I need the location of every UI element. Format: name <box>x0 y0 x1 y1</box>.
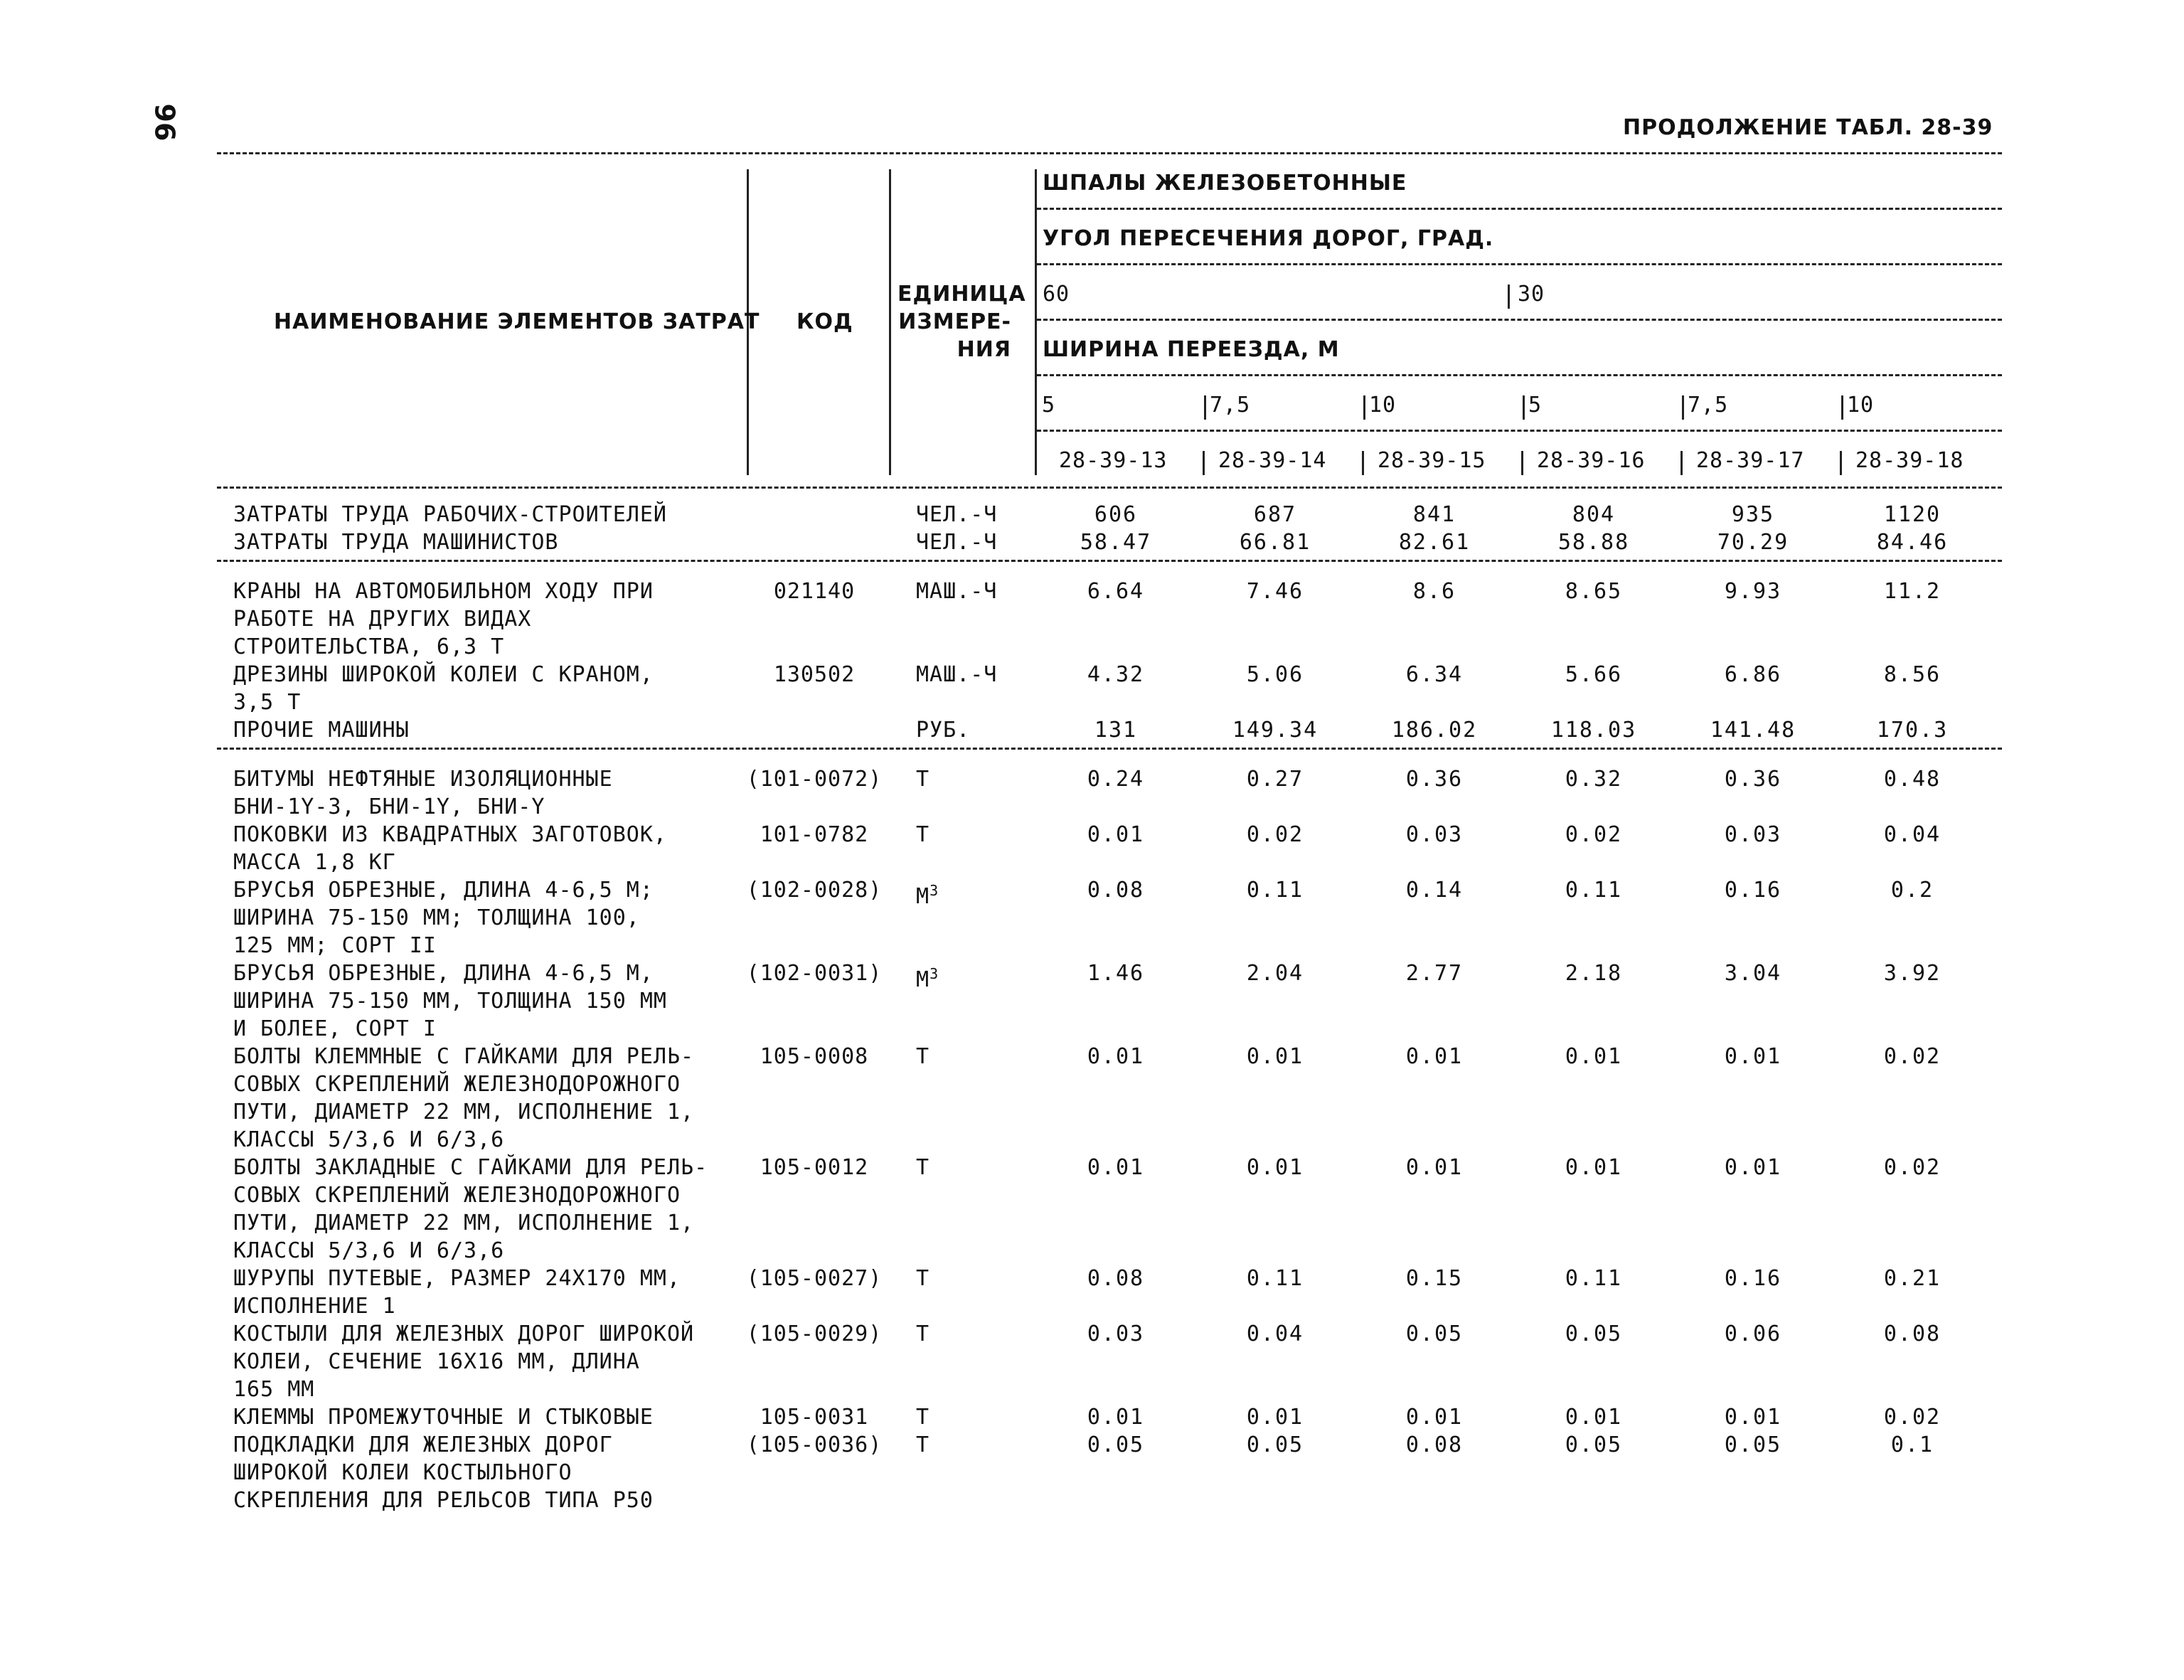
row-value: 1.46 <box>1087 961 1145 986</box>
row-value: 58.47 <box>1080 530 1152 555</box>
row-value: 84.46 <box>1876 530 1949 555</box>
row-name: ШИРОКОЙ КОЛЕИ КОСТЫЛЬНОГО <box>233 1460 572 1485</box>
row-name: БНИ-1Y-3, БНИ-1Y, БНИ-Y <box>233 794 545 819</box>
row-value: 0.48 <box>1883 767 1941 792</box>
row-name: МАССА 1,8 КГ <box>233 850 396 875</box>
header-unit-column: ИЗМЕРЕ- <box>898 309 1011 334</box>
header-norm-code: 28-39-14 <box>1218 448 1327 473</box>
header-width-value: 5 <box>1528 393 1543 418</box>
row-name: СОВЫХ СКРЕПЛЕНИЙ ЖЕЛЕЗНОДОРОЖНОГО <box>233 1183 681 1208</box>
row-value: 70.29 <box>1717 530 1789 555</box>
header-angle-60: 60 <box>1043 282 1070 307</box>
row-code: (105-0029) <box>746 1322 883 1346</box>
row-value: 58.88 <box>1557 530 1630 555</box>
row-value: 0.01 <box>1087 1155 1145 1180</box>
header-sub-rule <box>1037 430 2002 432</box>
row-unit: МАШ.-Ч <box>916 662 998 687</box>
row-value: 0.11 <box>1565 878 1623 903</box>
row-value: 8.6 <box>1412 579 1456 604</box>
row-value: 0.04 <box>1246 1322 1304 1346</box>
row-value: 5.06 <box>1246 662 1304 687</box>
row-value: 0.36 <box>1724 767 1782 792</box>
section-rule <box>217 560 2002 562</box>
row-value: 0.02 <box>1883 1405 1941 1430</box>
header-vertical-rule <box>889 169 891 475</box>
row-code: (102-0031) <box>746 961 883 986</box>
row-code: 105-0008 <box>760 1044 869 1069</box>
row-name: ЗАТРАТЫ ТРУДА РАБОЧИХ-СТРОИТЕЛЕЙ <box>233 502 667 527</box>
row-name: ШИРИНА 75-150 ММ, ТОЛЩИНА 150 ММ <box>233 989 667 1014</box>
header-width-value: 5 <box>1042 393 1056 418</box>
row-value: 0.02 <box>1565 822 1623 847</box>
row-name: И БОЛЕЕ, СОРТ I <box>233 1016 437 1041</box>
row-value: 0.05 <box>1087 1432 1145 1457</box>
row-value: 8.65 <box>1565 579 1623 604</box>
row-unit: Т <box>916 767 930 792</box>
row-value: 0.01 <box>1724 1044 1782 1069</box>
header-width-value: 7,5 <box>1688 393 1729 418</box>
row-name: СТРОИТЕЛЬСТВА, 6,3 Т <box>233 634 505 659</box>
row-value: 2.04 <box>1246 961 1304 986</box>
code-divider <box>1362 451 1364 475</box>
row-value: 7.46 <box>1246 579 1304 604</box>
row-name: 165 ММ <box>233 1377 315 1402</box>
row-unit: МАШ.-Ч <box>916 579 998 604</box>
header-sub-rule <box>1037 263 2002 265</box>
row-name: СОВЫХ СКРЕПЛЕНИЙ ЖЕЛЕЗНОДОРОЖНОГО <box>233 1072 681 1097</box>
row-value: 0.06 <box>1724 1322 1782 1346</box>
header-norm-code: 28-39-15 <box>1378 448 1486 473</box>
header-angle-label: УГОЛ ПЕРЕСЕЧЕНИЯ ДОРОГ, ГРАД. <box>1043 226 1494 251</box>
row-name: КОЛЕИ, СЕЧЕНИЕ 16Х16 ММ, ДЛИНА <box>233 1349 640 1374</box>
header-sub-rule <box>1037 319 2002 321</box>
row-value: 0.08 <box>1883 1322 1941 1346</box>
row-name: БИТУМЫ НЕФТЯНЫЕ ИЗОЛЯЦИОННЫЕ <box>233 767 613 792</box>
row-name: ШИРИНА 75-150 ММ; ТОЛЩИНА 100, <box>233 905 640 930</box>
row-value: 0.1 <box>1890 1432 1934 1457</box>
row-value: 0.2 <box>1890 878 1934 903</box>
row-code: (105-0036) <box>746 1432 883 1457</box>
header-sub-rule <box>1037 374 2002 376</box>
page-number: 96 <box>149 103 181 142</box>
width-divider <box>1204 395 1206 420</box>
row-value: 0.24 <box>1087 767 1145 792</box>
row-name: 125 ММ; СОРТ II <box>233 933 437 958</box>
row-value: 82.61 <box>1398 530 1471 555</box>
row-value: 8.56 <box>1883 662 1941 687</box>
header-norm-code: 28-39-13 <box>1059 448 1168 473</box>
header-code-column: КОД <box>797 309 853 334</box>
row-unit: РУБ. <box>916 718 971 743</box>
row-unit: Т <box>916 822 930 847</box>
header-top-rule <box>217 152 2002 154</box>
row-unit: $М^3$ <box>916 882 939 909</box>
row-value: 6.34 <box>1405 662 1464 687</box>
row-value: 0.32 <box>1565 767 1623 792</box>
header-group: ШПАЛЫ ЖЕЛЕЗОБЕТОННЫЕ <box>1043 171 1407 196</box>
unit-superscript: 3 <box>929 965 939 982</box>
row-value: 606 <box>1094 502 1138 527</box>
row-value: 0.08 <box>1087 878 1145 903</box>
row-name: КЛАССЫ 5/3,6 И 6/3,6 <box>233 1238 505 1263</box>
row-unit: ЧЕЛ.-Ч <box>916 530 998 555</box>
row-value: 141.48 <box>1710 718 1796 743</box>
row-value: 0.02 <box>1883 1155 1941 1180</box>
code-divider <box>1840 451 1842 475</box>
row-value: 0.04 <box>1883 822 1941 847</box>
row-value: 5.66 <box>1565 662 1623 687</box>
row-value: 0.15 <box>1405 1266 1464 1291</box>
row-value: 0.11 <box>1246 878 1304 903</box>
row-value: 131 <box>1094 718 1138 743</box>
row-value: 0.01 <box>1724 1155 1782 1180</box>
row-name: ИСПОЛНЕНИЕ 1 <box>233 1294 396 1319</box>
header-name-column: НАИМЕНОВАНИЕ ЭЛЕМЕНТОВ ЗАТРАТ <box>274 309 760 334</box>
row-value: 0.02 <box>1246 822 1304 847</box>
row-value: 0.01 <box>1565 1044 1623 1069</box>
row-value: 0.03 <box>1405 822 1464 847</box>
code-divider <box>1680 451 1683 475</box>
width-divider <box>1841 395 1843 420</box>
row-unit: Т <box>916 1405 930 1430</box>
row-name: БОЛТЫ КЛЕММНЫЕ С ГАЙКАМИ ДЛЯ РЕЛЬ- <box>233 1044 695 1069</box>
row-value: 9.93 <box>1724 579 1782 604</box>
row-value: 170.3 <box>1876 718 1949 743</box>
header-width-label: ШИРИНА ПЕРЕЕЗДА, М <box>1043 337 1340 362</box>
row-code: 021140 <box>773 579 856 604</box>
row-value: 149.34 <box>1232 718 1319 743</box>
row-value: 2.77 <box>1405 961 1464 986</box>
row-name: ЗАТРАТЫ ТРУДА МАШИНИСТОВ <box>233 530 559 555</box>
row-value: 0.01 <box>1087 1044 1145 1069</box>
row-unit: Т <box>916 1322 930 1346</box>
header-norm-code: 28-39-18 <box>1855 448 1964 473</box>
row-unit: $М^3$ <box>916 965 939 992</box>
row-value: 0.08 <box>1405 1432 1464 1457</box>
row-value: 3.04 <box>1724 961 1782 986</box>
header-width-value: 10 <box>1847 393 1875 418</box>
row-value: 0.05 <box>1405 1322 1464 1346</box>
row-value: 0.11 <box>1565 1266 1623 1291</box>
row-name: РАБОТЕ НА ДРУГИХ ВИДАХ <box>233 607 532 632</box>
row-value: 0.01 <box>1246 1044 1304 1069</box>
row-name: ШУРУПЫ ПУТЕВЫЕ, РАЗМЕР 24Х170 ММ, <box>233 1266 681 1291</box>
row-name: 3,5 Т <box>233 690 302 715</box>
header-norm-code: 28-39-17 <box>1696 448 1805 473</box>
row-value: 0.16 <box>1724 1266 1782 1291</box>
row-name: ПРОЧИЕ МАШИНЫ <box>233 718 410 743</box>
row-unit: Т <box>916 1155 930 1180</box>
row-value: 0.02 <box>1883 1044 1941 1069</box>
unit-superscript: 3 <box>929 882 939 899</box>
row-value: 0.05 <box>1565 1322 1623 1346</box>
row-name: ДРЕЗИНЫ ШИРОКОЙ КОЛЕИ С КРАНОМ, <box>233 662 654 687</box>
angle-divider <box>1508 285 1510 309</box>
code-divider <box>1203 451 1205 475</box>
row-value: 0.16 <box>1724 878 1782 903</box>
row-code: 105-0012 <box>760 1155 869 1180</box>
row-code: 101-0782 <box>760 822 869 847</box>
width-divider <box>1363 395 1365 420</box>
header-bottom-rule <box>217 487 2002 489</box>
row-value: 0.14 <box>1405 878 1464 903</box>
row-name: КРАНЫ НА АВТОМОБИЛЬНОМ ХОДУ ПРИ <box>233 579 654 604</box>
row-unit: Т <box>916 1266 930 1291</box>
continuation-label: ПРОДОЛЖЕНИЕ ТАБЛ. 28-39 <box>1623 115 1993 140</box>
code-divider <box>1521 451 1523 475</box>
row-value: 0.08 <box>1087 1266 1145 1291</box>
row-value: 6.86 <box>1724 662 1782 687</box>
row-value: 841 <box>1412 502 1456 527</box>
row-value: 0.36 <box>1405 767 1464 792</box>
section-rule <box>217 748 2002 750</box>
row-value: 0.03 <box>1724 822 1782 847</box>
row-value: 11.2 <box>1883 579 1941 604</box>
row-name: КОСТЫЛИ ДЛЯ ЖЕЛЕЗНЫХ ДОРОГ ШИРОКОЙ <box>233 1322 695 1346</box>
row-value: 0.01 <box>1565 1405 1623 1430</box>
row-value: 6.64 <box>1087 579 1145 604</box>
header-width-value: 10 <box>1369 393 1397 418</box>
row-code: (101-0072) <box>746 767 883 792</box>
row-name: БОЛТЫ ЗАКЛАДНЫЕ С ГАЙКАМИ ДЛЯ РЕЛЬ- <box>233 1155 708 1180</box>
row-name: КЛЕММЫ ПРОМЕЖУТОЧНЫЕ И СТЫКОВЫЕ <box>233 1405 654 1430</box>
row-value: 1120 <box>1883 502 1941 527</box>
row-name: ПУТИ, ДИАМЕТР 22 ММ, ИСПОЛНЕНИЕ 1, <box>233 1100 695 1125</box>
row-value: 804 <box>1572 502 1616 527</box>
row-value: 0.05 <box>1565 1432 1623 1457</box>
row-value: 687 <box>1253 502 1297 527</box>
row-value: 66.81 <box>1239 530 1311 555</box>
row-code: 130502 <box>773 662 856 687</box>
row-value: 0.01 <box>1087 1405 1145 1430</box>
row-name: ПОДКЛАДКИ ДЛЯ ЖЕЛЕЗНЫХ ДОРОГ <box>233 1432 613 1457</box>
header-width-value: 7,5 <box>1210 393 1251 418</box>
row-unit: ЧЕЛ.-Ч <box>916 502 998 527</box>
row-value: 118.03 <box>1550 718 1637 743</box>
row-value: 935 <box>1731 502 1775 527</box>
row-name: КЛАССЫ 5/3,6 И 6/3,6 <box>233 1127 505 1152</box>
row-value: 2.18 <box>1565 961 1623 986</box>
row-value: 0.01 <box>1246 1405 1304 1430</box>
width-divider <box>1682 395 1684 420</box>
row-value: 0.27 <box>1246 767 1304 792</box>
row-value: 4.32 <box>1087 662 1145 687</box>
width-divider <box>1523 395 1525 420</box>
header-angle-30: 30 <box>1518 282 1545 307</box>
row-name: СКРЕПЛЕНИЯ ДЛЯ РЕЛЬСОВ ТИПА Р50 <box>233 1488 654 1513</box>
row-value: 0.01 <box>1565 1155 1623 1180</box>
row-name: ПОКОВКИ ИЗ КВАДРАТНЫХ ЗАГОТОВОК, <box>233 822 667 847</box>
row-value: 0.01 <box>1405 1405 1464 1430</box>
row-value: 0.01 <box>1087 822 1145 847</box>
row-value: 0.05 <box>1724 1432 1782 1457</box>
header-unit-column: ЕДИНИЦА <box>897 282 1026 307</box>
row-value: 0.01 <box>1724 1405 1782 1430</box>
row-value: 0.03 <box>1087 1322 1145 1346</box>
row-value: 0.01 <box>1405 1155 1464 1180</box>
row-value: 0.21 <box>1883 1266 1941 1291</box>
row-unit: Т <box>916 1044 930 1069</box>
row-value: 0.01 <box>1246 1155 1304 1180</box>
row-value: 0.01 <box>1405 1044 1464 1069</box>
row-value: 0.05 <box>1246 1432 1304 1457</box>
header-unit-column: НИЯ <box>957 337 1011 362</box>
row-name: ПУТИ, ДИАМЕТР 22 ММ, ИСПОЛНЕНИЕ 1, <box>233 1211 695 1235</box>
row-value: 0.11 <box>1246 1266 1304 1291</box>
row-code: (105-0027) <box>746 1266 883 1291</box>
row-value: 186.02 <box>1391 718 1478 743</box>
row-name: БРУСЬЯ ОБРЕЗНЫЕ, ДЛИНА 4-6,5 М; <box>233 878 654 903</box>
row-unit: Т <box>916 1432 930 1457</box>
row-value: 3.92 <box>1883 961 1941 986</box>
row-name: БРУСЬЯ ОБРЕЗНЫЕ, ДЛИНА 4-6,5 М, <box>233 961 654 986</box>
header-norm-code: 28-39-16 <box>1537 448 1646 473</box>
row-code: 105-0031 <box>760 1405 869 1430</box>
row-code: (102-0028) <box>746 878 883 903</box>
header-sub-rule <box>1037 208 2002 210</box>
